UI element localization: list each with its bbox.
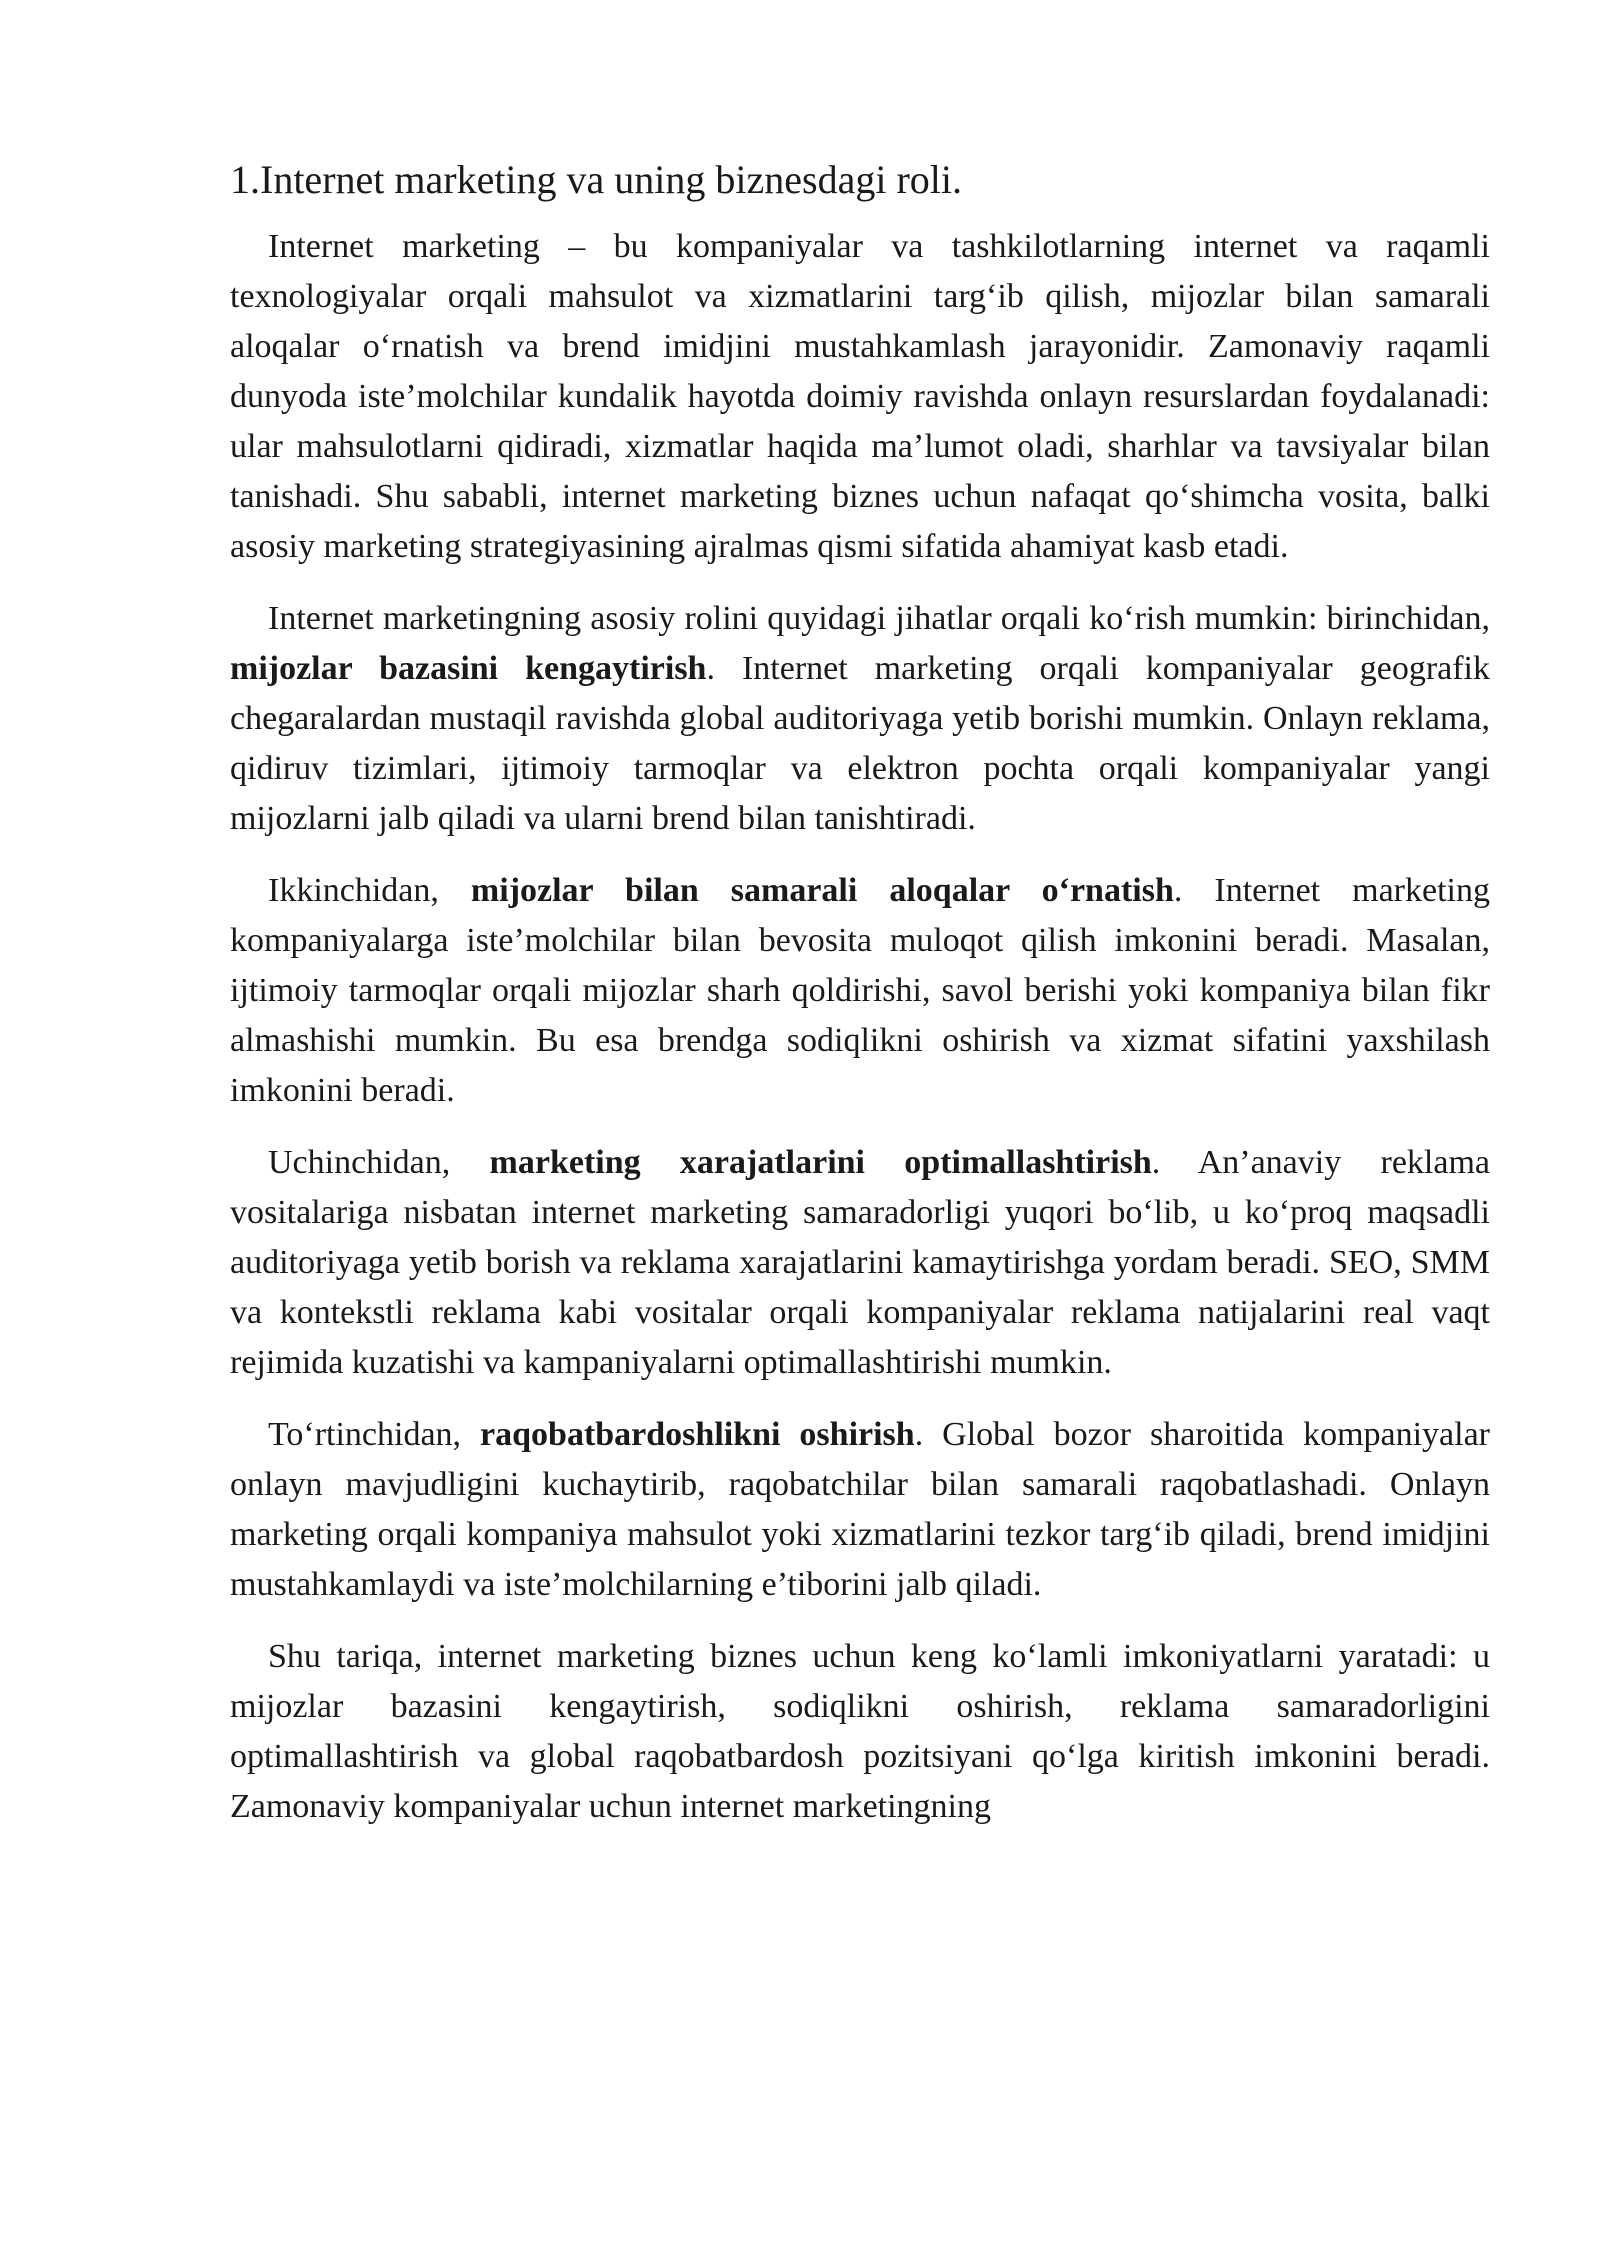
bold-term: marketing xarajatlarini optimallashtirish xyxy=(489,1144,1152,1181)
paragraph-body: . Global bozor sharoitida kompaniyalar onlayn mavjudligini kuchaytirib, raqobatchilar bilan samarali raqobatlashadi. Onlayn marketing orqali kompaniya mahsulot yoki xizmatlarini tezkor targ‘ib qiladi, brend imidjini mustahkamlaydi va iste’molchilarning e’tiborini jalb qiladi. xyxy=(230,1416,1491,1603)
paragraph-body: . An’anaviy reklama vositalariga nisbatan internet marketing samaradorligi yuqori bo‘lib, u ko‘proq maqsadli auditoriyaga yetib borish va reklama xarajatlarini kamaytirishga yordam beradi. SEO, SMM va kontekstli reklama kabi vositalar orqali kompaniyalar reklama natijalarini real vaqt rejimida kuzatishi va kampaniyalarni optimallashtirishi mumkin. xyxy=(230,1144,1490,1381)
paragraph-third-role xyxy=(230,1138,1490,1388)
bold-term: raqobatbardoshlikni oshirish xyxy=(480,1416,915,1453)
paragraph-definition xyxy=(230,222,1490,572)
section-heading: 1.Internet marketing va uning biznesdagi roli. xyxy=(230,157,963,202)
paragraph-text: Shu tariqa, internet marketing biznes uchun keng ko‘lamli imkoniyatlarni yaratadi: u mijozlar bazasini kengaytirish, sodiqlikni oshirish, reklama samaradorligini optimallashtirish va global raqobatbardosh pozitsiyani qo‘lga kiritish imkonini beradi. Zamonaviy kompaniyalar uchun internet marketingning xyxy=(230,1638,1490,1825)
paragraph-body: . Internet marketing kompaniyalarga iste’molchilar bilan bevosita muloqot qilish imkonini beradi. Masalan, ijtimoiy tarmoqlar orqali mijozlar sharh qoldirishi, savol berishi yoki kompaniya bilan fikr almashishi mumkin. Bu esa brendga sodiqlikni oshirish va xizmat sifatini yaxshilash imkonini beradi. xyxy=(230,872,1490,1109)
paragraph-lead: Ikkinchidan, xyxy=(268,872,471,909)
paragraph-fourth-role xyxy=(230,1410,1490,1610)
paragraph-lead: To‘rtinchidan, xyxy=(268,1416,481,1453)
paragraph-second-role xyxy=(230,866,1490,1116)
paragraph-lead: Uchinchidan, xyxy=(268,1144,490,1181)
paragraph-first-role xyxy=(230,594,1490,844)
bold-term: mijozlar bilan samarali aloqalar o‘rnatish xyxy=(470,872,1174,909)
paragraph-body: . Internet marketing orqali kompaniyalar geografik chegaralardan mustaqil ravishda global auditoriyaga yetib borishi mumkin. Onlayn reklama, qidiruv tizimlari, ijtimoiy tarmoqlar va elektron pochta orqali kompaniyalar yangi mijozlarni jalb qiladi va ularni brend bilan tanishtiradi. xyxy=(230,650,1491,837)
paragraph-lead: Internet marketingning asosiy rolini quyidagi jihatlar orqali ko‘rish mumkin: birinchidan, xyxy=(268,600,1490,637)
paragraph-text: Internet marketing – bu kompaniyalar va tashkilotlarning internet va raqamli texnologiyalar orqali mahsulot va xizmatlarini targ‘ib qilish, mijozlar bilan samarali aloqalar o‘rnatish va brend imidjini mustahkamlash jarayonidir. Zamonaviy raqamli dunyoda iste’molchilar kundalik hayotda doimiy ravishda onlayn resurslardan foydalanadi: ular mahsulotlarni qidiradi, xizmatlar haqida ma’lumot oladi, sharhlar va tavsiyalar bilan tanishadi. Shu sababli, internet marketing biznes uchun nafaqat qo‘shimcha vosita, balki asosiy marketing strategiyasining ajralmas qismi sifatida ahamiyat kasb etadi. xyxy=(230,228,1490,565)
paragraph-conclusion xyxy=(230,1632,1490,1832)
bold-term: mijozlar bazasini kengaytirish xyxy=(230,650,707,687)
document-page xyxy=(230,150,1490,1854)
